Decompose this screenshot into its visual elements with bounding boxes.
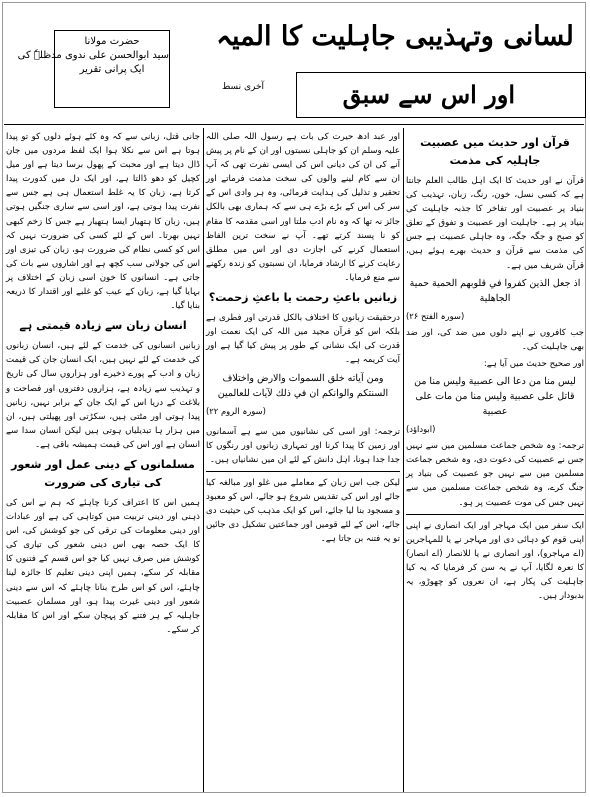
hadith-text: ليس منا من دعا الى عصبية وليس منا من قاتل على عصبية وليس منا من مات على عصبية: [414, 376, 576, 418]
column-right: [406, 130, 584, 792]
section-heading: زبانیں باعثِ رحمت یا باعثِ زحمت؟: [208, 291, 398, 305]
section-divider: [206, 471, 400, 472]
installment-tag: آخری نسط: [222, 82, 265, 92]
byline-line: حضرت مولانا: [84, 36, 140, 47]
translation: ترجمہ: وہ شخص جماعت مسلمین میں سے نہیں جس نے عصبیت کی دعوت دی، وہ شخص جماعت مسلمین میں سے نہیں جو عصبیت کی بنیاد پر جنگ کرے، وہ شخص جماعت مسلمین میں سے نہیں جس کی موت عصبیت پر ہو۔: [406, 441, 584, 508]
paragraph: جانی قتل، زبانی سے کہ وہ کئے ہوئے دلوں کو تو پیدا ہوتا ہے اس سے نکلا ہوا ایک لفظ مردوں میں جان ڈال دیتا ہے اور محبت کے پھول برسا دیتا ہے اور میل کچیل کو دھو ڈالتا ہے، اور ایک دل میں کدورت پیدا کرتا ہے، زبان کا یہ غلط استعمال ہی ہے جس سے نفرت پیدا ہوتی ہے، اور اسی سے ساری جنگیں ہوتی ہیں، زبان کا ہتھیار ایسا ہتھیار ہے جس کا زخم کبھی نہیں بھرتا۔ اس کے لئے کسی کی ضرورت نہیں کہ اس کو کسی نظام کی ضرورت ہو، زبان کی تیزی اور اس کی جولانی سب کچھ ہے اور اشاروں سے بات کی جاتی ہے۔ انسانوں کا خون اسی زبان کے اختلاف پر بہایا گیا ہے، زبان کے عیب کو غلبے اور اقتدار کا ذریعہ بنایا گیا۔: [6, 132, 200, 312]
column-middle: [206, 130, 400, 792]
verse-reference: (سورہ الفتح ۲۶): [406, 310, 465, 321]
paragraph: درحقیقت زبانوں کا اختلاف بالکل قدرتی اور فطری ہے بلکہ اس کو قرآن مجید میں اللہ کی ایک نعمت اور قدرت کی ایک نشانی کے طور پر پیش کیا گیا ہے اور آیت کریمہ ہے۔: [206, 313, 400, 366]
paragraph: قرآن نے اور حدیث کا ایک اہل طالب العلم جانتا ہے کہ کسی نسل، خون، رنگ، زبان، تہذیب کی بنیاد پر عصبیت اور تفاخر کا جذبہ جاہلیت کی بنیاد پر ہے۔ جاہلیت اور عصبیت و تفوق کے تعلق کو صبح و جگہ جگہ، وہ جاہلی عصبیت ہے جس کی مذمت سے قرآن و حدیث بھرے ہوئے ہیں، قرآن شریف میں ہے۔: [406, 176, 584, 271]
hadith-reference: (ابوداؤد): [406, 424, 436, 435]
column-divider: [203, 128, 204, 792]
paragraph: ہمیں اس کا اعتراف کرنا چاہئے کہ ہم نے اس کی ذہنی اور دینی تربیت میں کوتاہی کی ہے اور عبادات اور دینی معلومات کی ترقی کی جو کوشش کی، اس کا ایک حصہ بھی اس دینی شعور کی تیاری کی کوشش میں صرف نہیں کیا جو اس قسم کے فتنوں کا مقابلہ کر سکے، ہمیں اپنی دینی تعلیم کا جائزہ لینا چاہئے، اس کو اس طرح بنانا چاہئے کہ اس سے دینی شعور اور دینی غیرت پیدا ہو، اور مسلمان عصبیت جاہلیہ کے ہر فتنے کو پہچان سکے اور اس کا مقابلہ کر سکے۔: [6, 497, 200, 635]
paragraph: اور عبد ادھ حیرت کی بات ہے رسول اللہ صلی اللہ علیہ وسلم ان کو جاہلی نسبتوں اور ان کے نام پر پیش آنے کی ان کی دیانی اس کی ایسی نفرت تھی کہ آپ ان سے کام لینے والوں کی سخت مذمت فرماتے اور تحقیر و تذلیل کی ہدایت فرمائی، وہ ہر وادی اس کے سر کی اس کے بڑے بڑے ہی سے کہ ہماری بھی بالکل جائز نہ تھا کہ وہ نام ادب ملتا اور اسی مقدمہ کا مقام کو نا پسند کرتے تھے۔ آپ نے سخت ترین الفاظ استعمال کرنے کی اجازت دی اور اس میں مطلق رعایت کرنے کا ارشاد فرمایا، ان نسبتوں کو زندہ رکھنے سے منع فرمایا۔: [206, 132, 400, 283]
byline-box: [17, 30, 170, 108]
section-heading: مسلمانوں کے دینی عمل اور شعور کی تیاری کی ضرورت: [11, 457, 195, 489]
section-divider: [406, 514, 584, 515]
subtitle-box: [296, 72, 586, 118]
translation: جب کافروں نے اپنے دلوں میں ضد کی، اور ضد بھی جاہلیت کی۔: [406, 327, 584, 352]
section-heading: انسان زبان سے زیادہ قیمتی ہے: [19, 319, 187, 333]
quran-verse: ومن آياته خلق السموات والارض واختلاف السنتكم والوانكم ان في ذلك لآيات للعالمين: [217, 373, 389, 400]
quran-block: [206, 371, 400, 418]
byline-line: ایک پرانی تقریر: [79, 64, 145, 75]
paragraph: زبانیں انسانوں کی خدمت کے لئے ہیں، انسان زبانوں کی خدمت کے لئے نہیں ہیں، ایک انسان جان کی قیمت زبان و ادب کے پورے ذخیرے اور ہزاروں سال کی تاریخ و تہذیب سے زیادہ ہے، ہزاروں دفتروں اور فصاحت و بلاغت کے دریا اس کے ایک جان کے برابر نہیں، زبانیں پیدا ہوتی اور مٹتی ہیں، سکڑتی اور پھیلتی ہیں، ان میں ہزار ہا تبدیلیاں ہوتی ہیں لیکن انسان سدا سے انسان ہے اور اس کی قیمت ہمیشہ باقی ہے۔: [6, 341, 200, 450]
section-heading: قرآن اور حدیث میں عصبیت جاہلیہ کی مذمت: [420, 136, 570, 167]
paragraph: لیکن جب اس زبان کے معاملے میں غلو اور مبالغہ کیا جائے اور اس کی تقدیس شروع ہو جائے، اس کو معبود و مسجود بنا لیا جائے، اس کو ایک مذہب کی حیثیت دی جائے، اس کے لئے قومیں اور جماعتیں تشکیل دی جائیں تو یہ فتنہ بن جاتا ہے۔: [206, 477, 400, 545]
hadith-intro: اور صحیح حدیث میں آیا ہے:: [483, 358, 584, 369]
article-title: لسانی وتہذیبی جاہلیت کا المیہ: [216, 21, 574, 52]
paragraph: ایک سفر میں ایک مہاجر اور ایک انصاری نے اپنی اپنی قوم کو دہائی دی اور مہاجر نے یا للمہاجرین (اے مہاجرو)، اور انصاری نے یا للانصار (اے انصار) کا نعرہ لگایا، آپ نے یہ سن کر فرمایا کہ یہ کیا جاہلیت کی پکار ہے، ان نعروں کو چھوڑو، یہ بدبودار ہیں۔: [406, 520, 584, 602]
byline-line: سید ابوالحسن علی ندوی مدظلہٗ کی: [17, 50, 169, 61]
translation: ترجمہ: اور اسی کی نشانیوں میں سے ہے آسمانوں اور زمین کا پیدا کرنا اور تمہاری زبانوں اور رنگوں کا جدا جدا ہونا، اہل دانش کے لئے ان میں نشانیاں ہیں۔: [206, 426, 400, 465]
quran-verse: اذ جعل الذين كفروا في قلوبهم الحمية حمية الجاهلية: [409, 277, 581, 304]
verse-reference: (سورہ الروم ۲۲): [206, 406, 266, 417]
column-divider: [403, 128, 404, 792]
column-left: [6, 130, 200, 792]
header-divider: [4, 124, 584, 125]
article-header: [0, 0, 590, 124]
article-subtitle: اور اس سے سبق: [342, 80, 515, 109]
